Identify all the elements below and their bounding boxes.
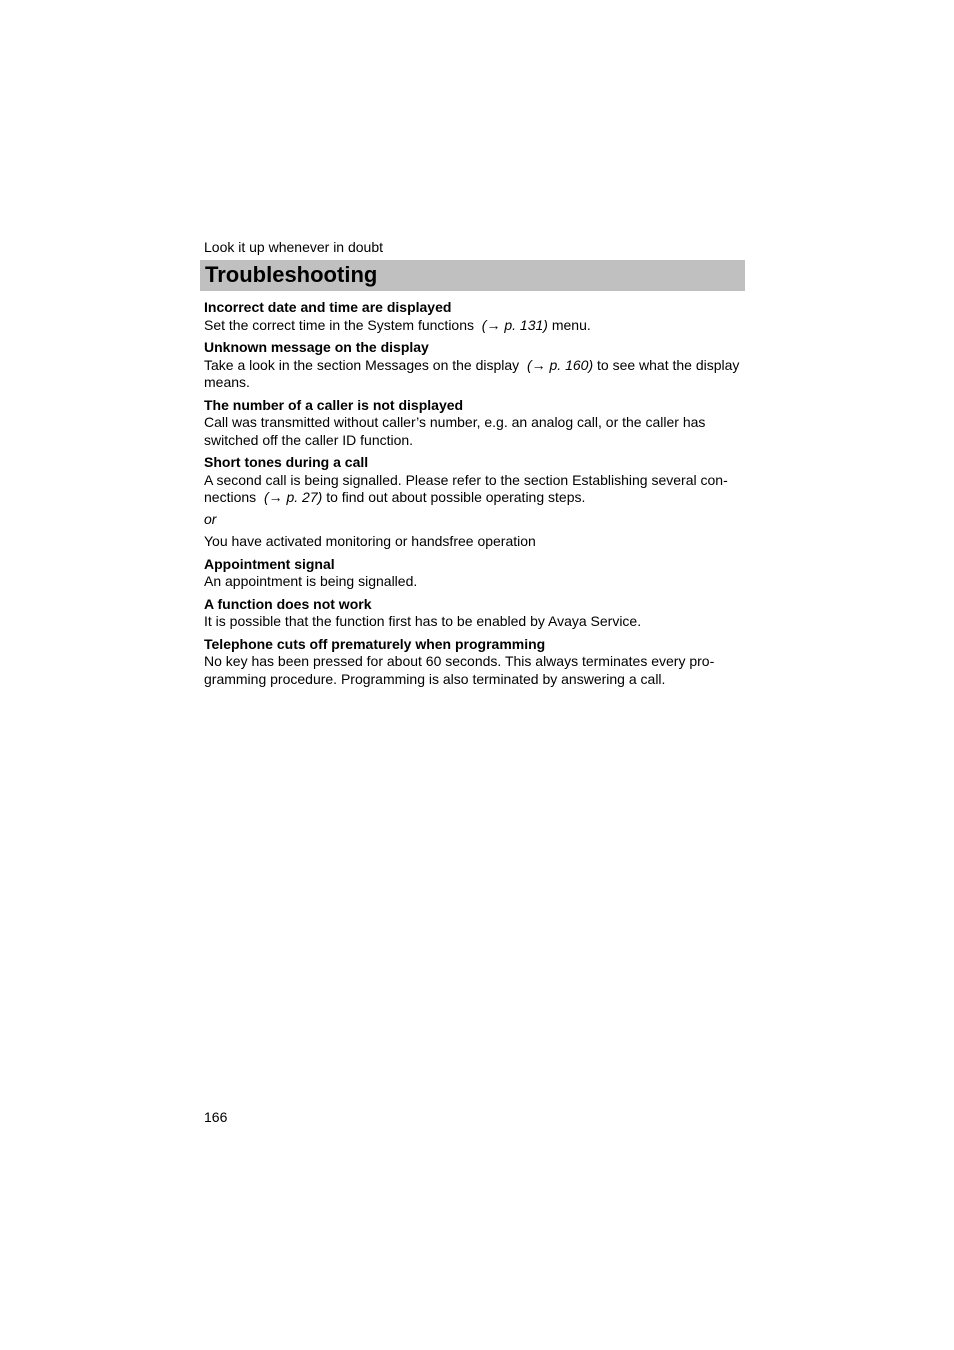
section-heading: Incorrect date and time are displayed — [204, 299, 452, 315]
section-body — [204, 472, 744, 507]
section-cuts-off-programming — [204, 636, 744, 689]
or-label: or — [204, 510, 217, 527]
page-reference: (→ p. 160) — [526, 356, 594, 373]
body-text: to see what the display means. — [204, 356, 740, 390]
body-text: menu. — [551, 316, 591, 333]
section-heading: The number of a caller is not displayed — [204, 396, 464, 413]
page-number: 166 — [204, 1109, 228, 1125]
troubleshooting-content — [204, 299, 744, 693]
page-reference: (→ p. 131) — [481, 316, 548, 333]
section-body: An appointment is being signalled. — [204, 573, 418, 589]
page-title: Troubleshooting — [205, 262, 378, 287]
section-heading: Short tones during a call — [204, 454, 369, 470]
section-body — [204, 317, 744, 335]
body-text: Take a look in the section Messages on the display — [204, 356, 520, 373]
section-body: No key has been pressed for about 60 seconds. This always terminates every pro-gramming procedure. Programming is also terminated by answering a call. — [204, 653, 715, 687]
title-bar — [200, 260, 745, 291]
section-incorrect-date-time — [204, 299, 744, 334]
body-text: to find out about possible operating steps. — [326, 489, 586, 505]
section-heading: A function does not work — [204, 595, 372, 612]
section-body: Call was transmitted without caller’s number, e.g. an analog call, or the caller has switched off the caller ID function. — [204, 414, 706, 448]
section-function-not-work — [204, 596, 744, 631]
section-heading: Appointment signal — [204, 555, 335, 572]
section-caller-number — [204, 397, 744, 450]
section-appointment-signal — [204, 556, 744, 591]
section-heading: Unknown message on the display — [204, 339, 429, 355]
section-short-tones — [204, 454, 744, 551]
running-head: Look it up whenever in doubt — [204, 239, 384, 255]
body-text: Set the correct time in the System functions — [204, 316, 475, 333]
section-unknown-message — [204, 339, 744, 392]
section-body — [204, 357, 744, 392]
body-text: A second call is being signalled. Please refer to the section Establishing several con-nections — [204, 471, 728, 505]
alternative-text: You have activated monitoring or handsfree operation — [204, 533, 536, 549]
page-reference: (→ p. 27) — [263, 489, 323, 505]
section-heading: Telephone cuts off prematurely when programming — [204, 635, 546, 652]
section-body: It is possible that the function first has to be enabled by Avaya Service. — [204, 613, 642, 629]
